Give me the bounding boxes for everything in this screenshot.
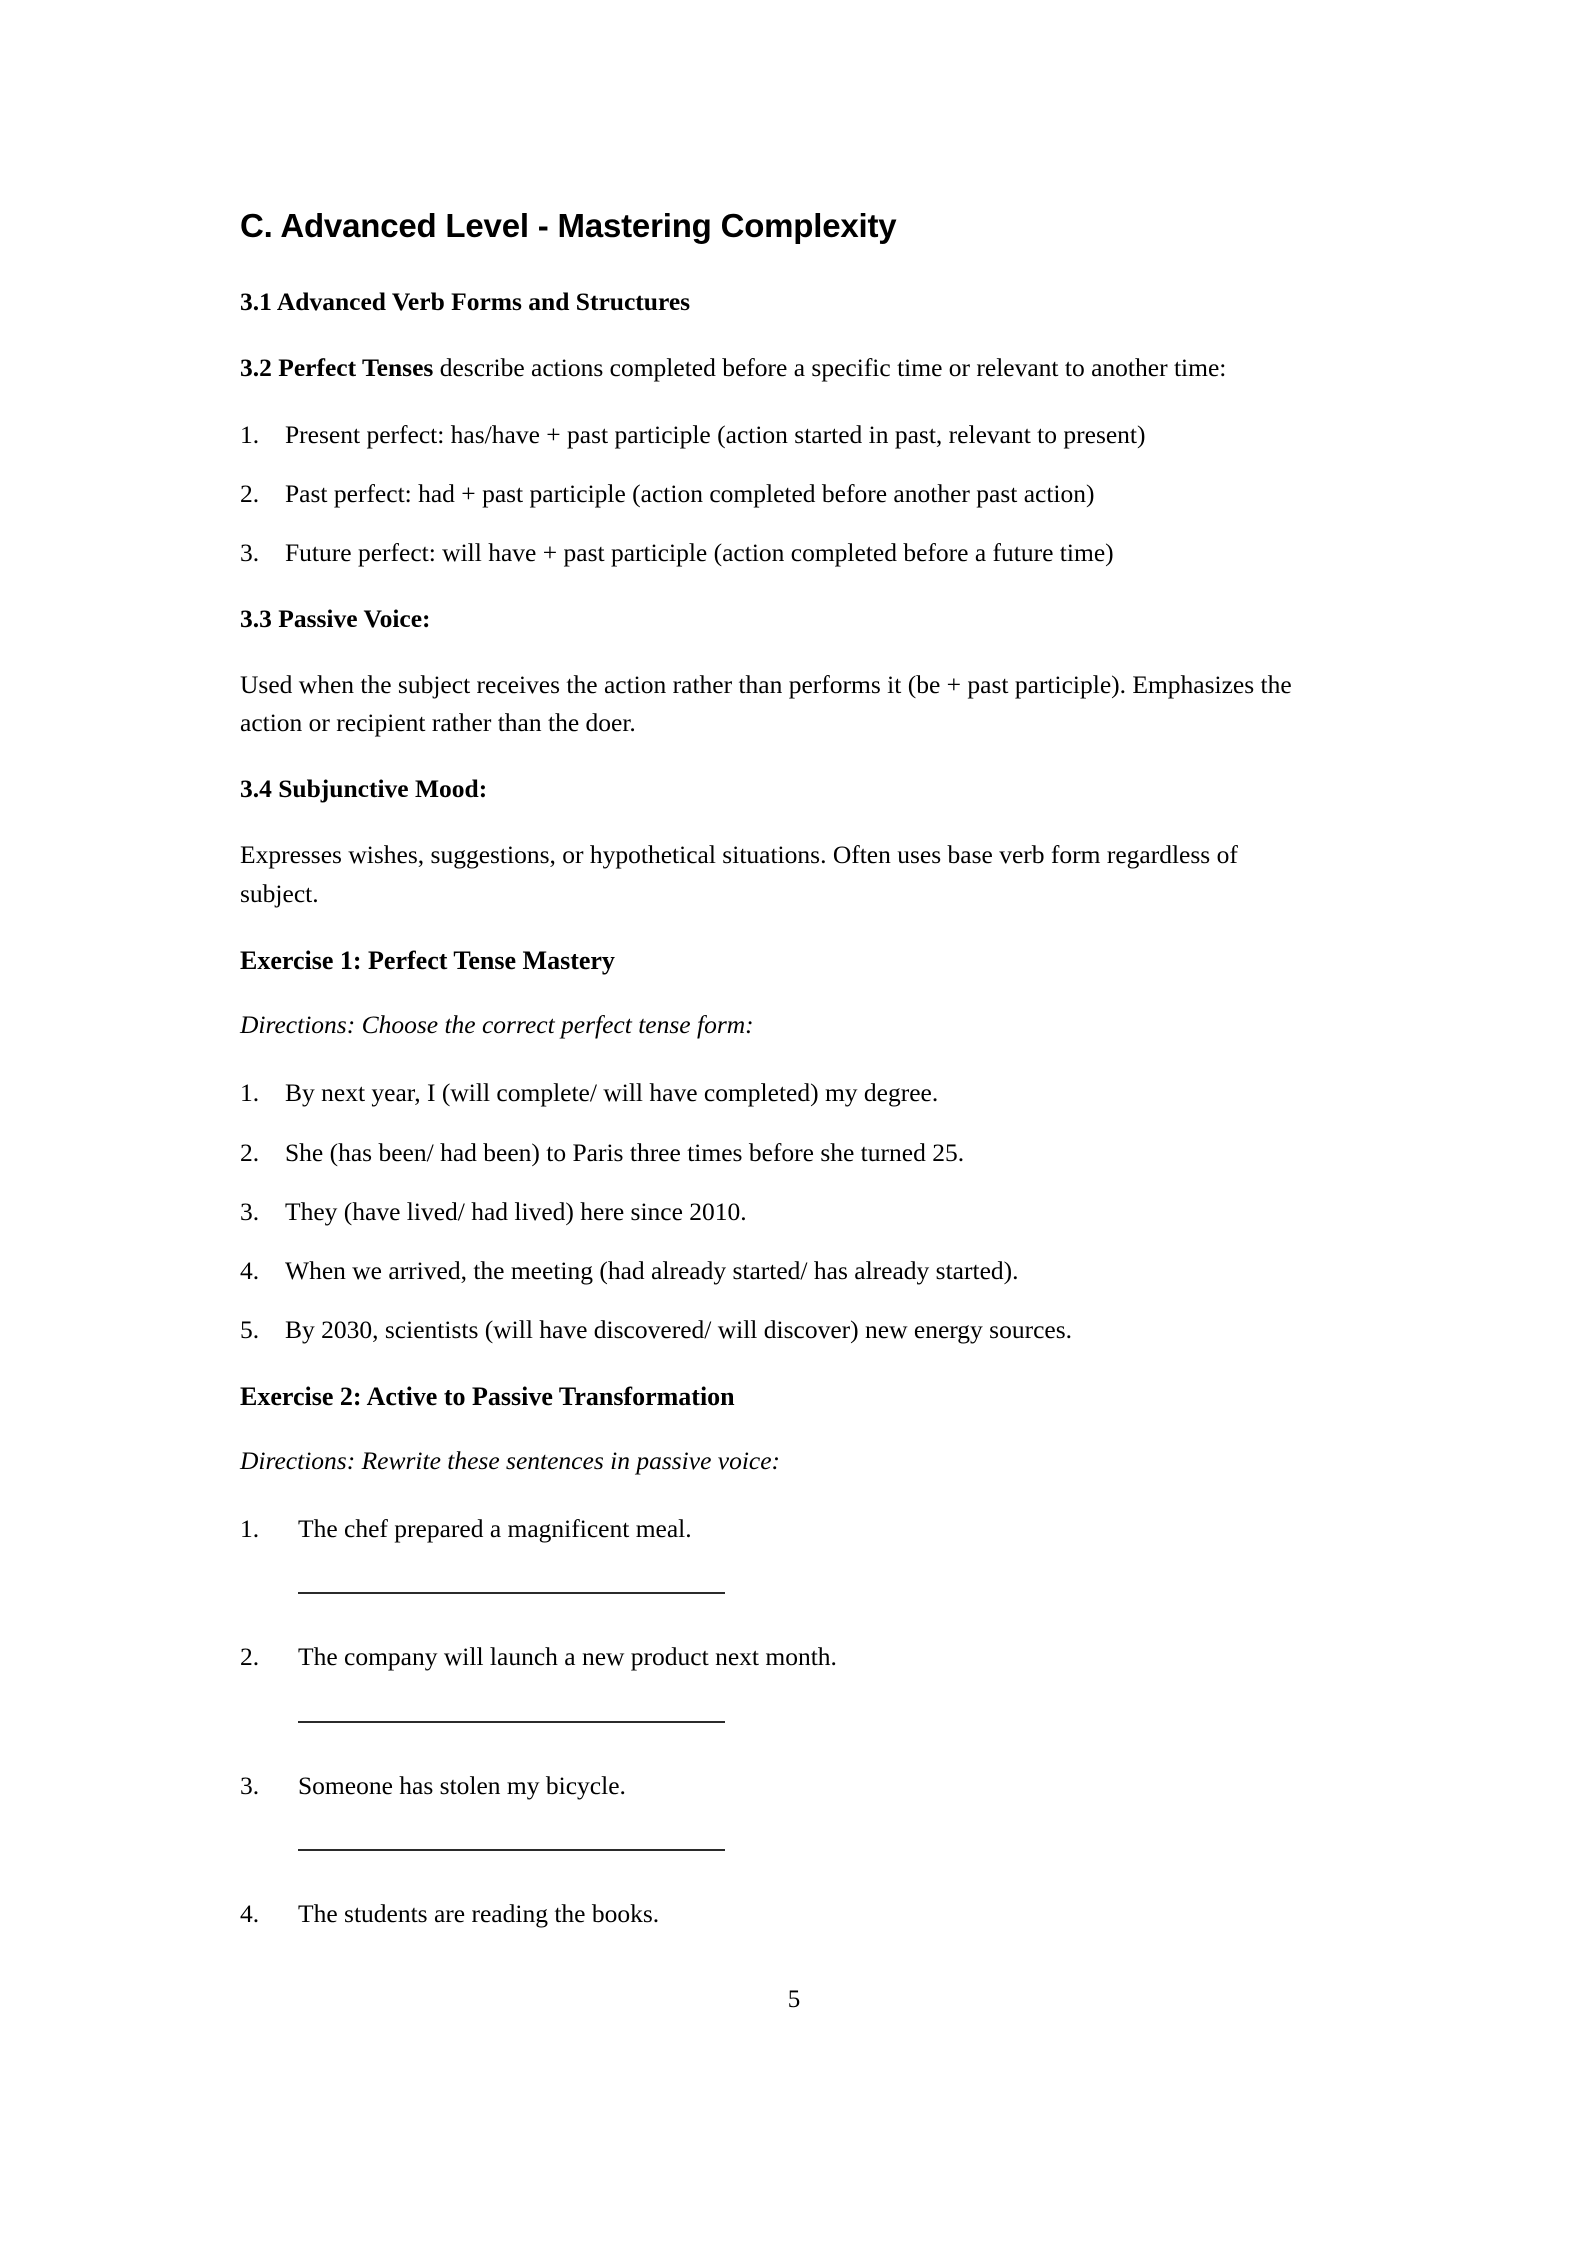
answer-line[interactable] bbox=[298, 1592, 725, 1594]
list-item-text: When we arrived, the meeting (had already started/ has already started). bbox=[285, 1256, 1019, 1286]
list-item bbox=[240, 1074, 1315, 1112]
list-item-text: The students are reading the books. bbox=[298, 1898, 660, 1928]
list-item bbox=[240, 534, 1315, 572]
section-body-3-3: Used when the subject receives the action rather than performs it (be + past participle). Emphasizes the action or recipient rather than the doer. bbox=[240, 669, 1292, 738]
list-item-text: Someone has stolen my bicycle. bbox=[298, 1770, 626, 1800]
section-heading-3-4: 3.4 Subjunctive Mood: bbox=[240, 774, 488, 804]
answer-line[interactable] bbox=[298, 1721, 725, 1723]
list-marker: 3. bbox=[240, 538, 260, 568]
page-number: 5 bbox=[787, 1986, 801, 2013]
list-item bbox=[240, 1510, 1315, 1548]
exercise-1-list bbox=[240, 1074, 1315, 1349]
section-body-3-2: describe actions completed before a specific time or relevant to another time: bbox=[433, 353, 1227, 383]
exercise-2-heading: Exercise 2: Active to Passive Transformation bbox=[240, 1381, 735, 1411]
section-body-3-4: Expresses wishes, suggestions, or hypothetical situations. Often uses base verb form regardless of subject. bbox=[240, 840, 1238, 908]
list-item-text: They (have lived/ had lived) here since 2010. bbox=[285, 1196, 747, 1226]
list-item bbox=[240, 1193, 1315, 1231]
section-heading-3-1: 3.1 Advanced Verb Forms and Structures bbox=[240, 287, 691, 317]
list-item-text: Past perfect: had + past participle (action completed before another past action) bbox=[285, 479, 1095, 509]
list-item bbox=[240, 416, 1315, 454]
list-item bbox=[240, 1638, 1315, 1676]
list-item-text: The chef prepared a magnificent meal. bbox=[298, 1514, 692, 1544]
list-item bbox=[240, 1134, 1315, 1172]
list-marker: 2. bbox=[240, 1642, 260, 1672]
list-item-text: She (has been/ had been) to Paris three times before she turned 25. bbox=[285, 1137, 965, 1167]
list-marker: 5. bbox=[240, 1315, 260, 1345]
list-marker: 4. bbox=[240, 1256, 260, 1286]
list-marker: 2. bbox=[240, 479, 260, 509]
list-item bbox=[240, 1895, 1315, 1933]
list-item bbox=[240, 1767, 1315, 1805]
page-content bbox=[240, 205, 1315, 1933]
perfect-tenses-list bbox=[240, 416, 1315, 573]
exercise-2-directions: Directions: Rewrite these sentences in passive voice: bbox=[240, 1446, 781, 1476]
exercise-1-directions: Directions: Choose the correct perfect tense form: bbox=[240, 1010, 754, 1040]
list-item-text: Present perfect: has/have + past participle (action started in past, relevant to present) bbox=[285, 419, 1146, 449]
list-item-text: By 2030, scientists (will have discovered/ will discover) new energy sources. bbox=[285, 1315, 1073, 1345]
list-item-text: The company will launch a new product next month. bbox=[298, 1642, 837, 1672]
list-item bbox=[240, 475, 1315, 513]
section-heading-3-3: 3.3 Passive Voice: bbox=[240, 603, 431, 633]
list-marker: 2. bbox=[240, 1137, 260, 1167]
page-title: C. Advanced Level - Mastering Complexity bbox=[240, 207, 897, 244]
section-heading-3-2: 3.2 Perfect Tenses bbox=[240, 353, 434, 383]
exercise-2-list bbox=[240, 1510, 1315, 1933]
section-paragraph-3-2 bbox=[240, 349, 1315, 388]
list-marker: 1. bbox=[240, 1514, 260, 1544]
list-item-text: By next year, I (will complete/ will have completed) my degree. bbox=[285, 1078, 939, 1108]
list-marker: 3. bbox=[240, 1770, 260, 1800]
list-marker: 1. bbox=[240, 419, 260, 449]
list-marker: 3. bbox=[240, 1196, 260, 1226]
list-marker: 1. bbox=[240, 1078, 260, 1108]
list-item-text: Future perfect: will have + past participle (action completed before a future time) bbox=[285, 538, 1114, 568]
list-item bbox=[240, 1311, 1315, 1349]
list-item bbox=[240, 1252, 1315, 1290]
exercise-1-heading: Exercise 1: Perfect Tense Mastery bbox=[240, 945, 615, 975]
answer-line[interactable] bbox=[298, 1849, 725, 1851]
list-marker: 4. bbox=[240, 1898, 260, 1928]
